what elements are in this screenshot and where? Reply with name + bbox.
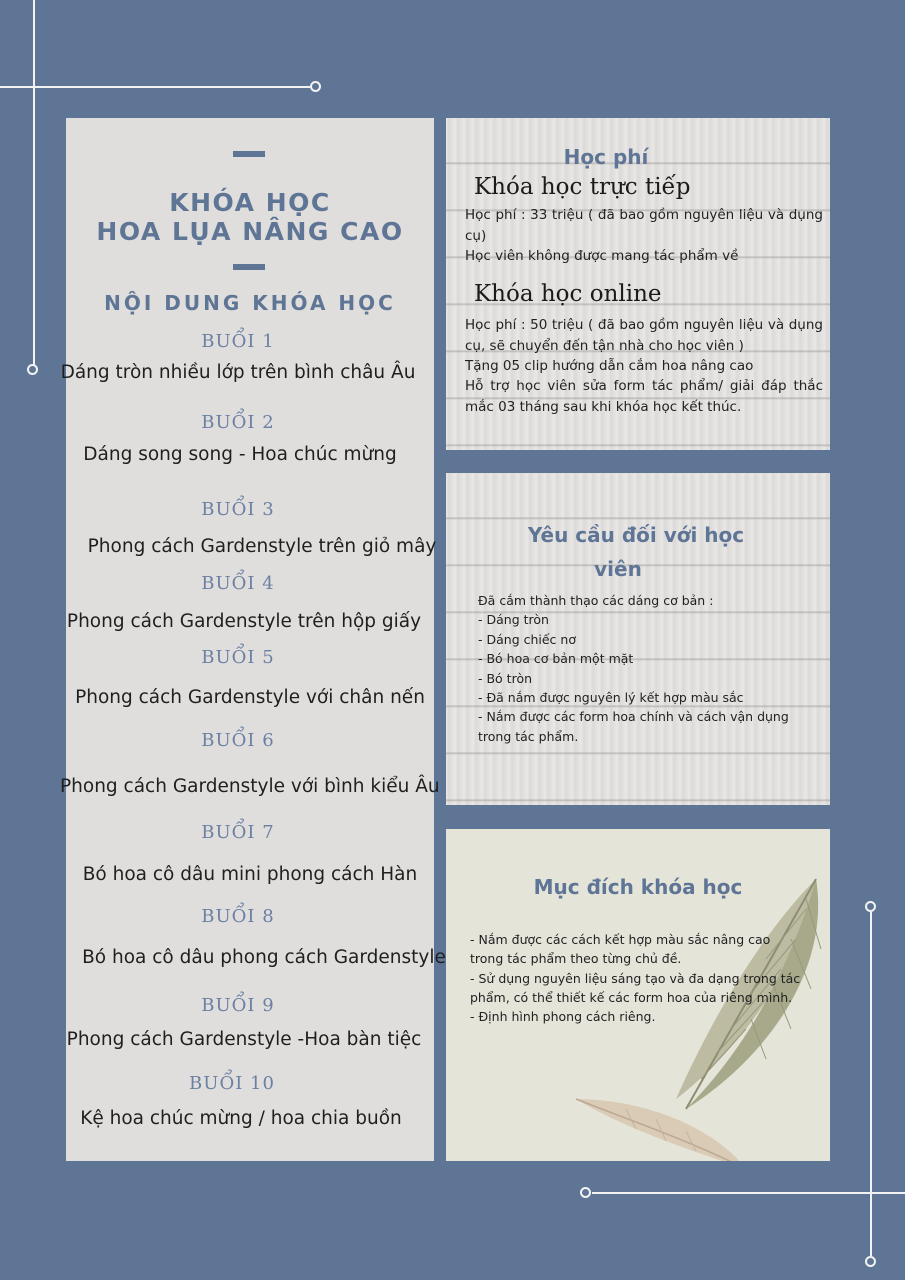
session-text: Dáng song song - Hoa chúc mừng — [83, 444, 397, 465]
session-label: BUỔI 5 — [201, 647, 275, 668]
course-title-line1: KHÓA HỌC — [169, 188, 331, 217]
session-label: BUỔI 1 — [201, 331, 275, 352]
session-text: Kệ hoa chúc mừng / hoa chia buồn — [80, 1108, 402, 1129]
title-dash-top — [233, 151, 265, 157]
course-title-line2: HOA LỤA NÂNG CAO — [96, 217, 404, 246]
content-heading: NỘI DUNG KHÓA HỌC — [104, 291, 396, 315]
offline-note-line: Học viên không được mang tác phẩm về — [465, 248, 739, 264]
session-text: Bó hoa cô dâu mini phong cách Hàn — [82, 864, 418, 885]
purpose-item: - Sử dụng nguyên liệu sáng tạo và đa dạng trong tác phẩm, có thể thiết kế các form hoa của riêng mình. — [470, 970, 801, 1005]
fee-heading: Học phí — [563, 145, 649, 169]
purpose-item: - Định hình phong cách riêng. — [470, 1009, 656, 1025]
decor-line — [592, 1192, 905, 1194]
session-text: Phong cách Gardenstyle trên hộp giấy — [66, 611, 422, 632]
requirement-item: trong tác phẩm. — [478, 728, 579, 744]
offline-fee-line: Học phí : 33 triệu ( đã bao gồm nguyên liệu và dụng cụ) — [465, 207, 823, 244]
online-gift-line: Tặng 05 clip hướng dẫn cắm hoa nâng cao — [465, 358, 754, 374]
requirement-item: - Dáng chiếc nơ — [478, 631, 576, 647]
requirements-section — [446, 473, 830, 805]
session-label: BUỔI 10 — [189, 1073, 275, 1094]
requirement-item: - Nắm được các form hoa chính và cách vận dụng — [478, 709, 789, 725]
session-text: Dáng tròn nhiều lớp trên bình châu Âu — [60, 362, 416, 383]
fee-section — [446, 118, 830, 450]
requirement-item: - Dáng tròn — [478, 612, 549, 628]
session-text: Phong cách Gardenstyle với chân nến — [75, 687, 425, 708]
decor-dot — [580, 1187, 591, 1198]
decor-dot — [27, 364, 38, 375]
course-content-panel — [60, 118, 446, 1161]
online-support-line: Hỗ trợ học viên sửa form tác phẩm/ giải đáp thắc mắc 03 tháng sau khi khóa học kết thúc. — [465, 378, 823, 415]
decor-line — [0, 86, 312, 88]
requirements-heading-line1: Yêu cầu đối với học — [527, 523, 745, 547]
requirement-item: Đã cắm thành thạo các dáng cơ bản : — [478, 593, 714, 608]
title-dash-bottom — [233, 264, 265, 270]
session-label: BUỔI 9 — [201, 995, 275, 1016]
requirement-item: - Bó hoa cơ bản một mặt — [478, 651, 634, 667]
session-label: BUỔI 6 — [201, 730, 275, 751]
session-label: BUỔI 2 — [201, 412, 275, 433]
purpose-list — [470, 930, 805, 1026]
session-label: BUỔI 7 — [201, 822, 275, 843]
decor-dot — [865, 901, 876, 912]
session-label: BUỔI 3 — [201, 499, 275, 520]
purpose-section — [446, 829, 830, 1161]
decor-line — [870, 912, 872, 1256]
session-text: Phong cách Gardenstyle -Hoa bàn tiệc — [66, 1029, 422, 1050]
decor-dot — [310, 81, 321, 92]
session-text: Phong cách Gardenstyle trên giỏ mây — [87, 536, 437, 557]
purpose-heading: Mục đích khóa học — [533, 875, 743, 899]
requirements-list — [478, 591, 818, 746]
requirements-heading-line2: viên — [594, 557, 642, 581]
session-label: BUỔI 8 — [201, 906, 275, 927]
online-course-title: Khóa học online — [474, 281, 662, 307]
requirement-item: - Bó tròn — [478, 670, 533, 686]
decor-dot — [865, 1256, 876, 1267]
offline-course-title: Khóa học trực tiếp — [474, 174, 691, 200]
session-text: Bó hoa cô dâu phong cách Gardenstyle — [82, 947, 446, 968]
session-label: BUỔI 4 — [201, 573, 275, 594]
online-fee-line: Học phí : 50 triệu ( đã bao gồm nguyên liệu và dụng cụ, sẽ chuyển đến tận nhà cho học viên ) — [465, 317, 823, 354]
decor-line — [33, 0, 35, 365]
session-text: Phong cách Gardenstyle với bình kiểu Âu — [60, 776, 440, 797]
purpose-item: - Nắm được các cách kết hợp màu sắc nâng cao trong tác phẩm theo từng chủ đề. — [470, 932, 771, 967]
requirement-item: - Đã nắm được nguyên lý kết hợp màu sắc — [478, 690, 744, 706]
